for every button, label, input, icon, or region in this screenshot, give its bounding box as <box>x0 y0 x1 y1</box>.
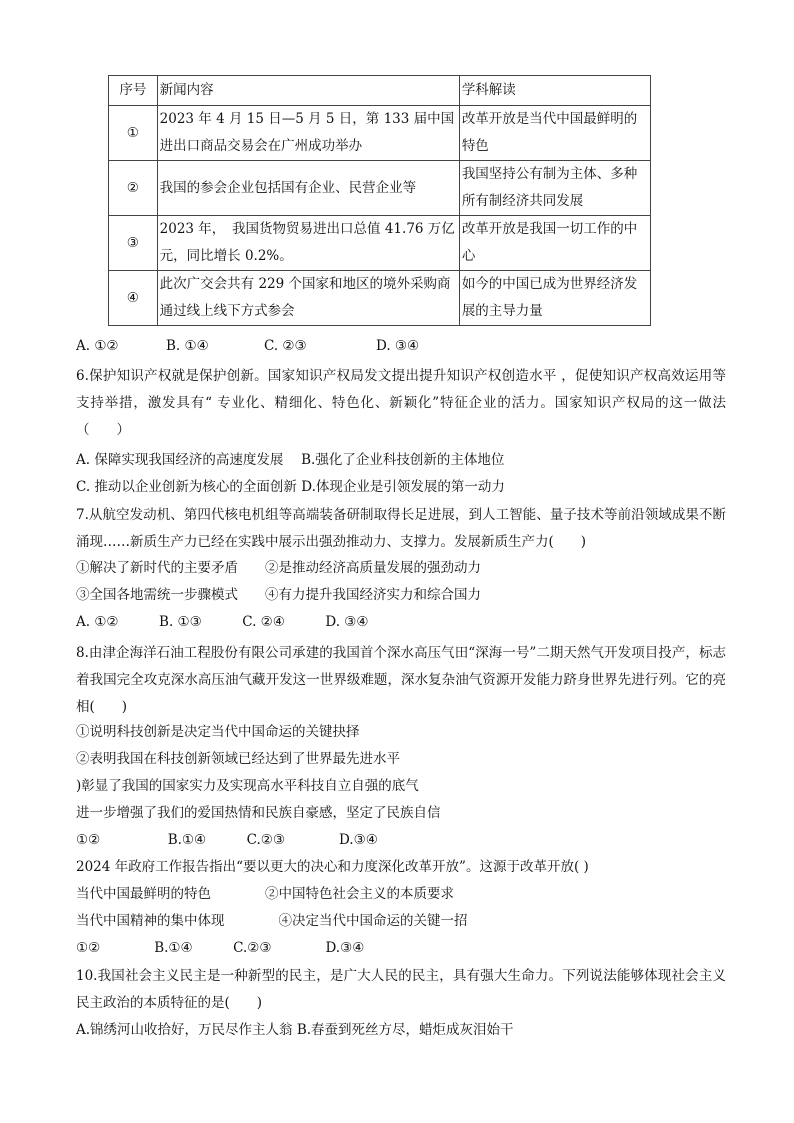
row-news: 2023 年， 我国货物贸易进出口总值 41.76 万亿元，同比增长 0.2%。 <box>157 216 459 271</box>
q9-statements-1-2: 当代中国最鲜明的特色 ②中国特色社会主义的本质要求 <box>76 886 454 902</box>
row-number: ③ <box>109 216 158 271</box>
q7-statements-3-4: ③全国各地需统一步骤模式 ④有力提升我国经济实力和综合国力 <box>76 587 481 603</box>
row-news: 我国的参会企业包括国有企业、民营企业等 <box>157 161 459 216</box>
q9-options: ①② B.①④ C.②③ D.③④ <box>76 940 365 956</box>
q5-option-b: B. ①④ <box>166 338 209 354</box>
q5-option-a: A. ①② <box>76 338 119 354</box>
table-row <box>109 216 651 271</box>
q8-options: ①② B.①④ C.②③ D.③④ <box>76 832 378 848</box>
q5-options <box>76 338 419 354</box>
q9-statements-3-4: 当代中国精神的集中体现 ④决定当代中国命运的关键一招 <box>76 913 468 929</box>
q7-stem: 7.从航空发动机、第四代核电机组等高端装备研制取得长足进展，到人工智能、量子技术等前沿领域成果不断涌现……新质生产力已经在实践中展示出强劲推动力、支撑力。发展新质生产力( ) <box>76 507 726 550</box>
q7-statements-1-2: ①解决了新时代的主要矛盾 ②是推动经济高质量发展的强劲动力 <box>76 560 481 576</box>
row-number: ② <box>109 161 158 216</box>
q8-stem: 8.由津企海洋石油工程股份有限公司承建的我国首个深水高压气田“深海一号”二期天然气开发项目投产，标志着我国完全攻克深水高压油气藏开发这一世界级难题，深水复杂油气资源开发能力跻身世界先进行列。它的亮相( ) <box>76 645 726 715</box>
q5-option-d: D. ③④ <box>376 338 420 354</box>
row-news: 此次广交会共有 229 个国家和地区的境外采购商通过线上线下方式参会 <box>157 271 459 326</box>
q6-options-cd: C. 推动以企业创新为核心的全面创新 D.体现企业是引领发展的第一动力 <box>76 479 505 495</box>
row-number: ① <box>109 106 158 161</box>
q6-stem: 6.保护知识产权就是保护创新。国家知识产权局发文提出提升知识产权创造水平 ，促使知识产权高效运用等支持举措，激发具有“ 专业化、精细化、特色化、新颖化”特征企业的活力。国家知识产权局的这一做法（ ） <box>76 368 726 438</box>
header-number: 序号 <box>109 76 158 106</box>
row-number: ④ <box>109 271 158 326</box>
header-analysis: 学科解读 <box>459 76 650 106</box>
table-header-row <box>109 76 651 106</box>
row-news: 2023 年 4 月 15 日—5 月 5 日，第 133 届中国进出口商品交易会在广州成功举办 <box>157 106 459 161</box>
news-table <box>108 75 651 326</box>
q8-statement-1: ①说明科技创新是决定当代中国命运的关键抉择 <box>76 724 360 740</box>
row-analysis: 改革开放是当代中国最鲜明的特色 <box>459 106 650 161</box>
q5-option-c: C. ②③ <box>264 338 307 354</box>
q6-options-ab: A. 保障实现我国经济的高速度发展 B.强化了企业科技创新的主体地位 <box>76 452 505 468</box>
row-analysis: 如今的中国已成为世界经济发展的主导力量 <box>459 271 650 326</box>
header-news: 新闻内容 <box>157 76 459 106</box>
q10-stem: 10.我国社会主义民主是一种新型的民主，是广大人民的民主，具有强大生命力。下列说法能够体现社会主义民主政治的本质特征的是( ) <box>76 968 726 1011</box>
table-row <box>109 106 651 161</box>
q8-statement-2: ②表明我国在科技创新领域已经达到了世界最先进水平 <box>76 751 400 767</box>
table-row <box>109 271 651 326</box>
row-analysis: 我国坚持公有制为主体、多种所有制经济共同发展 <box>459 161 650 216</box>
q10-options-ab: A.锦绣河山收拾好，万民尽作主人翁 B.春蚕到死丝方尽，蜡炬成灰泪始干 <box>76 1022 514 1038</box>
row-analysis: 改革开放是我国一切工作的中心 <box>459 216 650 271</box>
q8-statement-4: 进一步增强了我们的爱国热情和民族自豪感，坚定了民族自信 <box>76 805 441 821</box>
q7-options: A. ①② B. ①③ C. ②④ D. ③④ <box>76 614 369 630</box>
q9-stem: 2024 年政府工作报告指出“要以更大的决心和力度深化改革开放”。这源于改革开放( ) <box>76 859 589 875</box>
q8-statement-3: )彰显了我国的国家实力及实现高水平科技自立自强的底气 <box>76 778 419 794</box>
table-row <box>109 161 651 216</box>
